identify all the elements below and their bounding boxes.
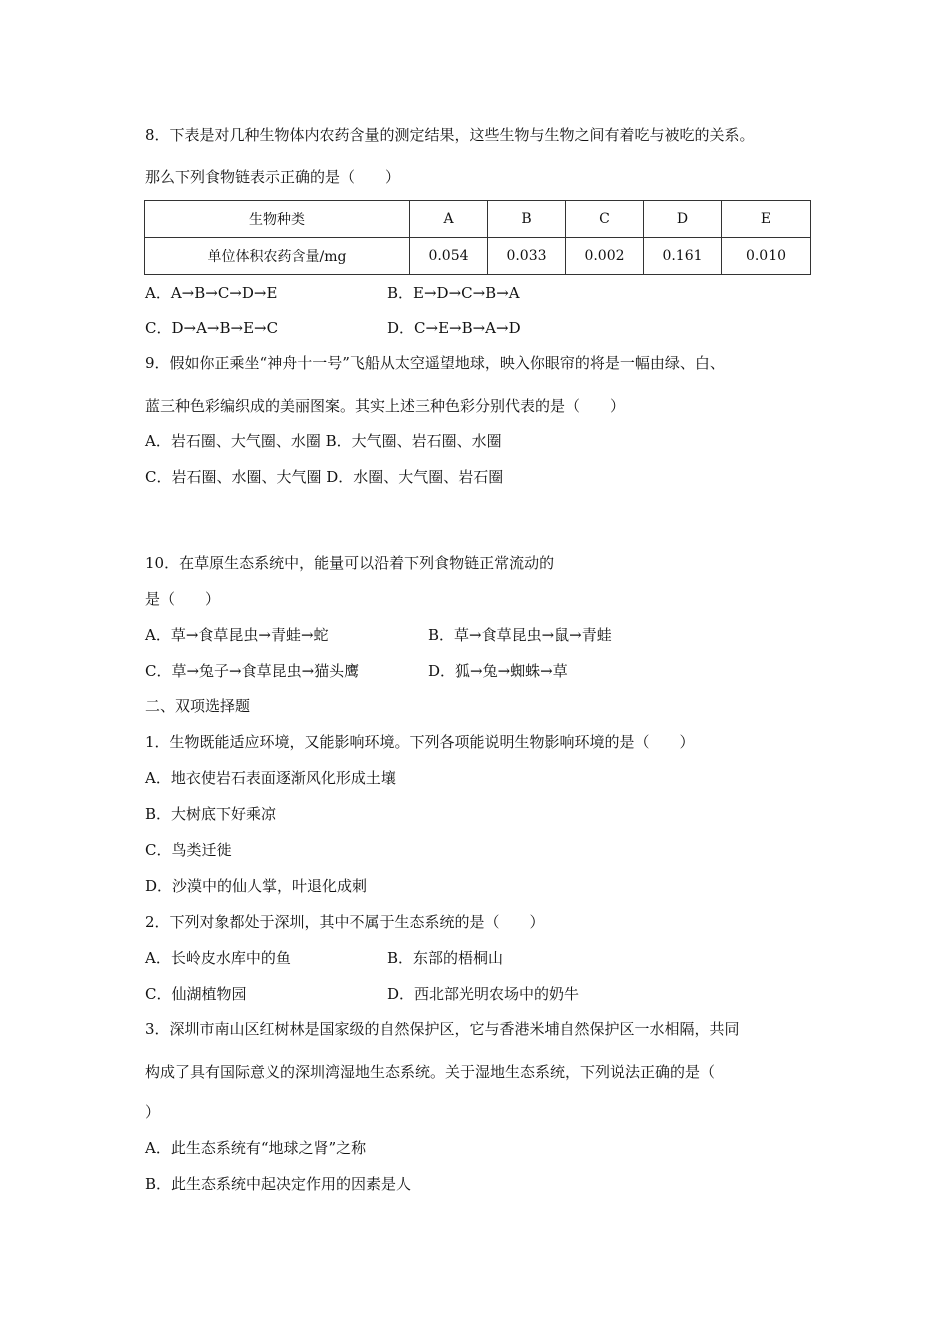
q8-option-c: C．D→A→B→E→C — [145, 319, 279, 337]
q10-option-c: C．草→兔子→食草昆虫→猫头鹰 — [145, 662, 360, 680]
q9-options-cd: C．岩石圈、水圈、大气圈 D．水圈、大气圈、岩石圈 — [145, 468, 504, 486]
d1-option-d: D．沙漠中的仙人掌，叶退化成刺 — [145, 877, 368, 895]
table-cell: 0.054 — [410, 238, 488, 275]
table-header-cell: A — [410, 201, 488, 238]
d3-option-b: B．此生态系统中起决定作用的因素是人 — [145, 1175, 412, 1193]
table-cell: 0.010 — [722, 238, 811, 275]
table-header-cell: E — [722, 201, 811, 238]
section-heading: 二、双项选择题 — [145, 697, 251, 715]
q8-stem-line2: 那么下列食物链表示正确的是（ ） — [145, 168, 401, 186]
d3-stem-line2: 构成了具有国际意义的深圳湾湿地生态系统。关于湿地生态系统，下列说法正确的是（ — [145, 1063, 716, 1081]
q9-stem-line2: 蓝三种色彩编织成的美丽图案。其实上述三种色彩分别代表的是（ ） — [145, 397, 626, 415]
table-cell: 0.033 — [488, 238, 566, 275]
q8-stem-line1: 8．下表是对几种生物体内农药含量的测定结果，这些生物与生物之间有着吃与被吃的关系。 — [145, 126, 755, 144]
d1-option-c: C．鸟类迁徙 — [145, 841, 232, 859]
d2-option-c: C．仙湖植物园 — [145, 985, 247, 1003]
table-row — [145, 201, 811, 238]
q10-option-a: A．草→食草昆虫→青蛙→蛇 — [145, 626, 329, 644]
d2-option-b: B．东部的梧桐山 — [387, 949, 504, 967]
table-header-cell: 生物种类 — [145, 201, 410, 238]
q10-stem-line1: 10．在草原生态系统中，能量可以沿着下列食物链正常流动的 — [145, 554, 555, 572]
table-cell: 0.002 — [566, 238, 644, 275]
d1-option-a: A．地衣使岩石表面逐渐风化形成土壤 — [145, 769, 396, 787]
d1-option-b: B．大树底下好乘凉 — [145, 805, 277, 823]
d2-stem: 2．下列对象都处于深圳，其中不属于生态系统的是（ ） — [145, 913, 545, 931]
q9-options-ab: A．岩石圈、大气圈、水圈 B．大气圈、岩石圈、水圈 — [145, 432, 502, 450]
d3-stem-line3: ） — [145, 1103, 161, 1121]
d1-stem: 1．生物既能适应环境，又能影响环境。下列各项能说明生物影响环境的是（ ） — [145, 733, 695, 751]
pesticide-table — [144, 200, 811, 275]
table-cell: 0.161 — [644, 238, 722, 275]
table-header-cell: C — [566, 201, 644, 238]
d2-option-d: D．西北部光明农场中的奶牛 — [387, 985, 580, 1003]
table-header-cell: D — [644, 201, 722, 238]
q10-option-d: D．狐→兔→蜘蛛→草 — [428, 662, 568, 680]
q8-option-a: A．A→B→C→D→E — [145, 284, 278, 302]
table-cell: 单位体积农药含量/mg — [145, 238, 410, 275]
q9-stem-line1: 9．假如你正乘坐“神舟十一号”飞船从太空遥望地球，映入你眼帘的将是一幅由绿、白、 — [145, 354, 725, 372]
q10-option-b: B．草→食草昆虫→鼠→青蛙 — [428, 626, 612, 644]
q10-stem-line2: 是（ ） — [145, 590, 221, 608]
table-row — [145, 238, 811, 275]
q8-option-d: D．C→E→B→A→D — [387, 319, 521, 337]
d3-option-a: A．此生态系统有“地球之肾”之称 — [145, 1139, 367, 1157]
d2-option-a: A．长岭皮水库中的鱼 — [145, 949, 291, 967]
q8-option-b: B．E→D→C→B→A — [387, 284, 520, 302]
d3-stem-line1: 3．深圳市南山区红树林是国家级的自然保护区，它与香港米埔自然保护区一水相隔，共同 — [145, 1020, 740, 1038]
table-header-cell: B — [488, 201, 566, 238]
